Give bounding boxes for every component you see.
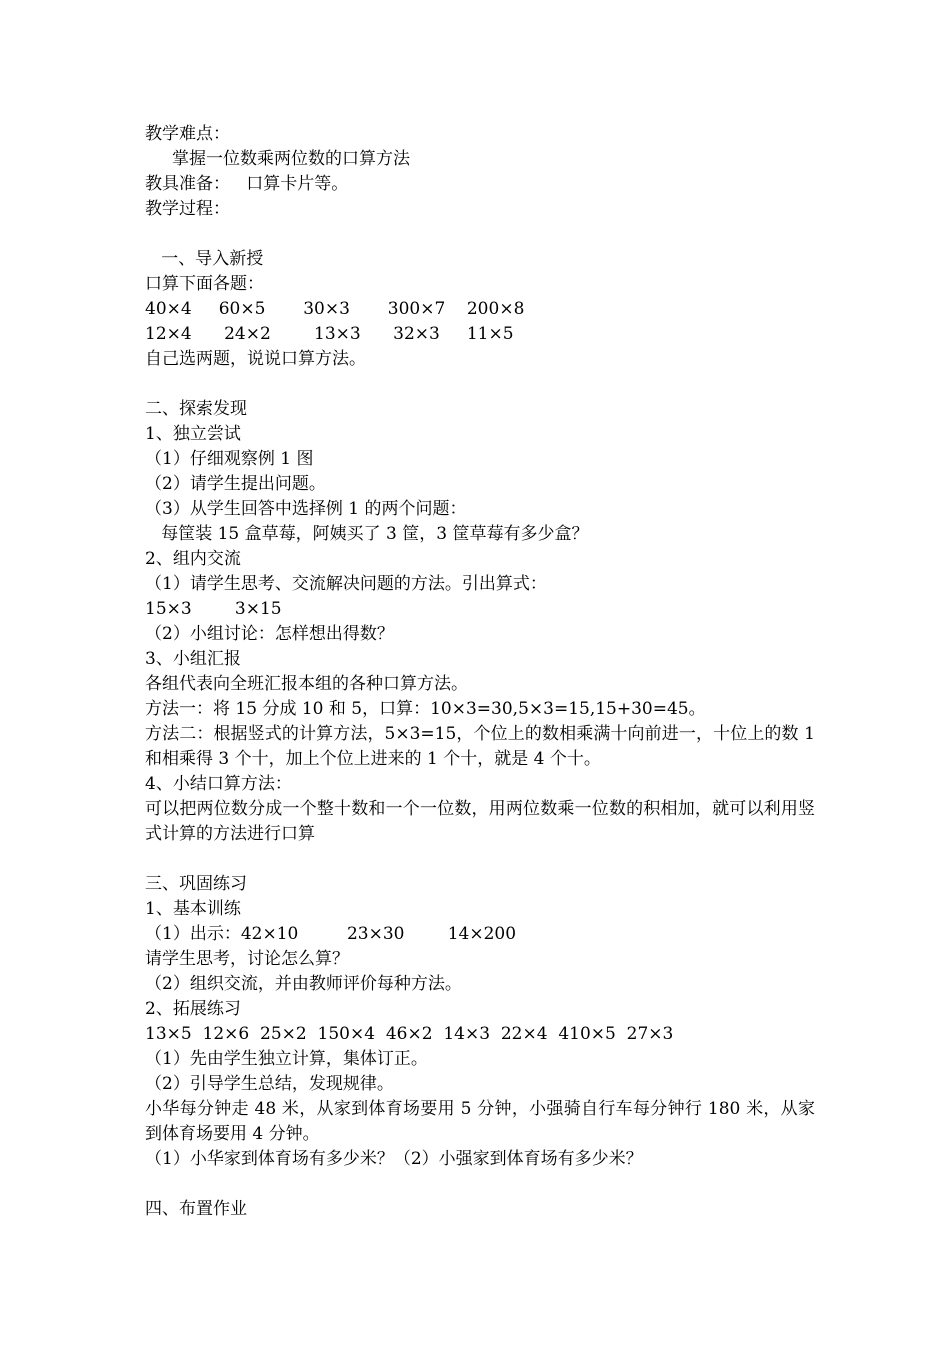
section-heading-practice: 三、巩固练习 (145, 874, 247, 894)
section-heading-explore: 二、探索发现 (145, 399, 247, 419)
subheading-extension: 2、拓展练习 (145, 999, 241, 1019)
summary-text: 可以把两位数分成一个整十数和一个一位数，用两位数乘一位数的积相加，就可以利用竖式计算的方法进行口算 (145, 799, 815, 844)
method-two: 方法二：根据竖式的计算方法，5×3=15，个位上的数相乘满十向前进一，十位上的数 1 和相乘得 3 个十，加上个位上进来的 1 个十，就是 4 个十。 (145, 724, 815, 769)
report-text: 各组代表向全班汇报本组的各种口算方法。 (145, 674, 468, 694)
list-item: （2）小组讨论：怎样想出得数？ (145, 624, 394, 644)
problem-row-1: 40×4 60×5 30×3 300×7 200×8 (145, 299, 525, 319)
list-item: （1）出示：42×10 23×30 14×200 (145, 924, 517, 944)
subheading-basic-training: 1、基本训练 (145, 899, 241, 919)
list-item: （2）请学生提出问题。 (145, 474, 326, 494)
word-problem: 小华每分钟走 48 米，从家到体育场要用 5 分钟，小强骑自行车每分钟行 180 米，从家到体育场要用 4 分钟。 (145, 1099, 815, 1144)
subheading-summary: 4、小结口算方法： (145, 774, 292, 794)
subheading-independent-try: 1、独立尝试 (145, 424, 241, 444)
discussion-prompt: 请学生思考，讨论怎么算？ (145, 949, 349, 969)
subheading-group-report: 3、小组汇报 (145, 649, 241, 669)
difficulty-text: 掌握一位数乘两位数的口算方法 (145, 149, 411, 169)
subheading-group-exchange: 2、组内交流 (145, 549, 241, 569)
list-item: （2）引导学生总结，发现规律。 (145, 1074, 394, 1094)
list-item: （2）组织交流，并由教师评价每种方法。 (145, 974, 462, 994)
choose-problems-text: 自己选两题，说说口算方法。 (145, 349, 366, 369)
word-problem-questions: （1）小华家到体育场有多少米？（2）小强家到体育场有多少米？ (145, 1149, 643, 1169)
example-problem: 每筐装 15 盒草莓，阿姨买了 3 筐，3 筐草莓有多少盒？ (145, 524, 589, 544)
section-heading-homework: 四、布置作业 (145, 1199, 247, 1219)
list-item: （3）从学生回答中选择例 1 的两个问题： (145, 499, 467, 519)
list-item: （1）请学生思考、交流解决问题的方法。引出算式： (145, 574, 547, 594)
section-heading-introduction: 一、导入新授 (145, 249, 264, 269)
problem-row-2: 12×4 24×2 13×3 32×3 11×5 (145, 324, 514, 344)
equations-line: 15×3 3×15 (145, 599, 282, 619)
heading-teaching-process: 教学过程： (145, 199, 230, 219)
list-item: （1）先由学生独立计算，集体订正。 (145, 1049, 428, 1069)
oral-calculation-prompt: 口算下面各题： (145, 274, 264, 294)
list-item: （1）仔细观察例 1 图 (145, 449, 314, 469)
heading-teaching-difficulty: 教学难点： (145, 124, 230, 144)
extension-problems: 13×5 12×6 25×2 150×4 46×2 14×3 22×4 410×5 27×3 (145, 1024, 674, 1044)
teaching-aids: 教具准备： 口算卡片等。 (145, 174, 349, 194)
method-one: 方法一：将 15 分成 10 和 5，口算：10×3=30,5×3=15,15+30=45。 (145, 699, 706, 719)
